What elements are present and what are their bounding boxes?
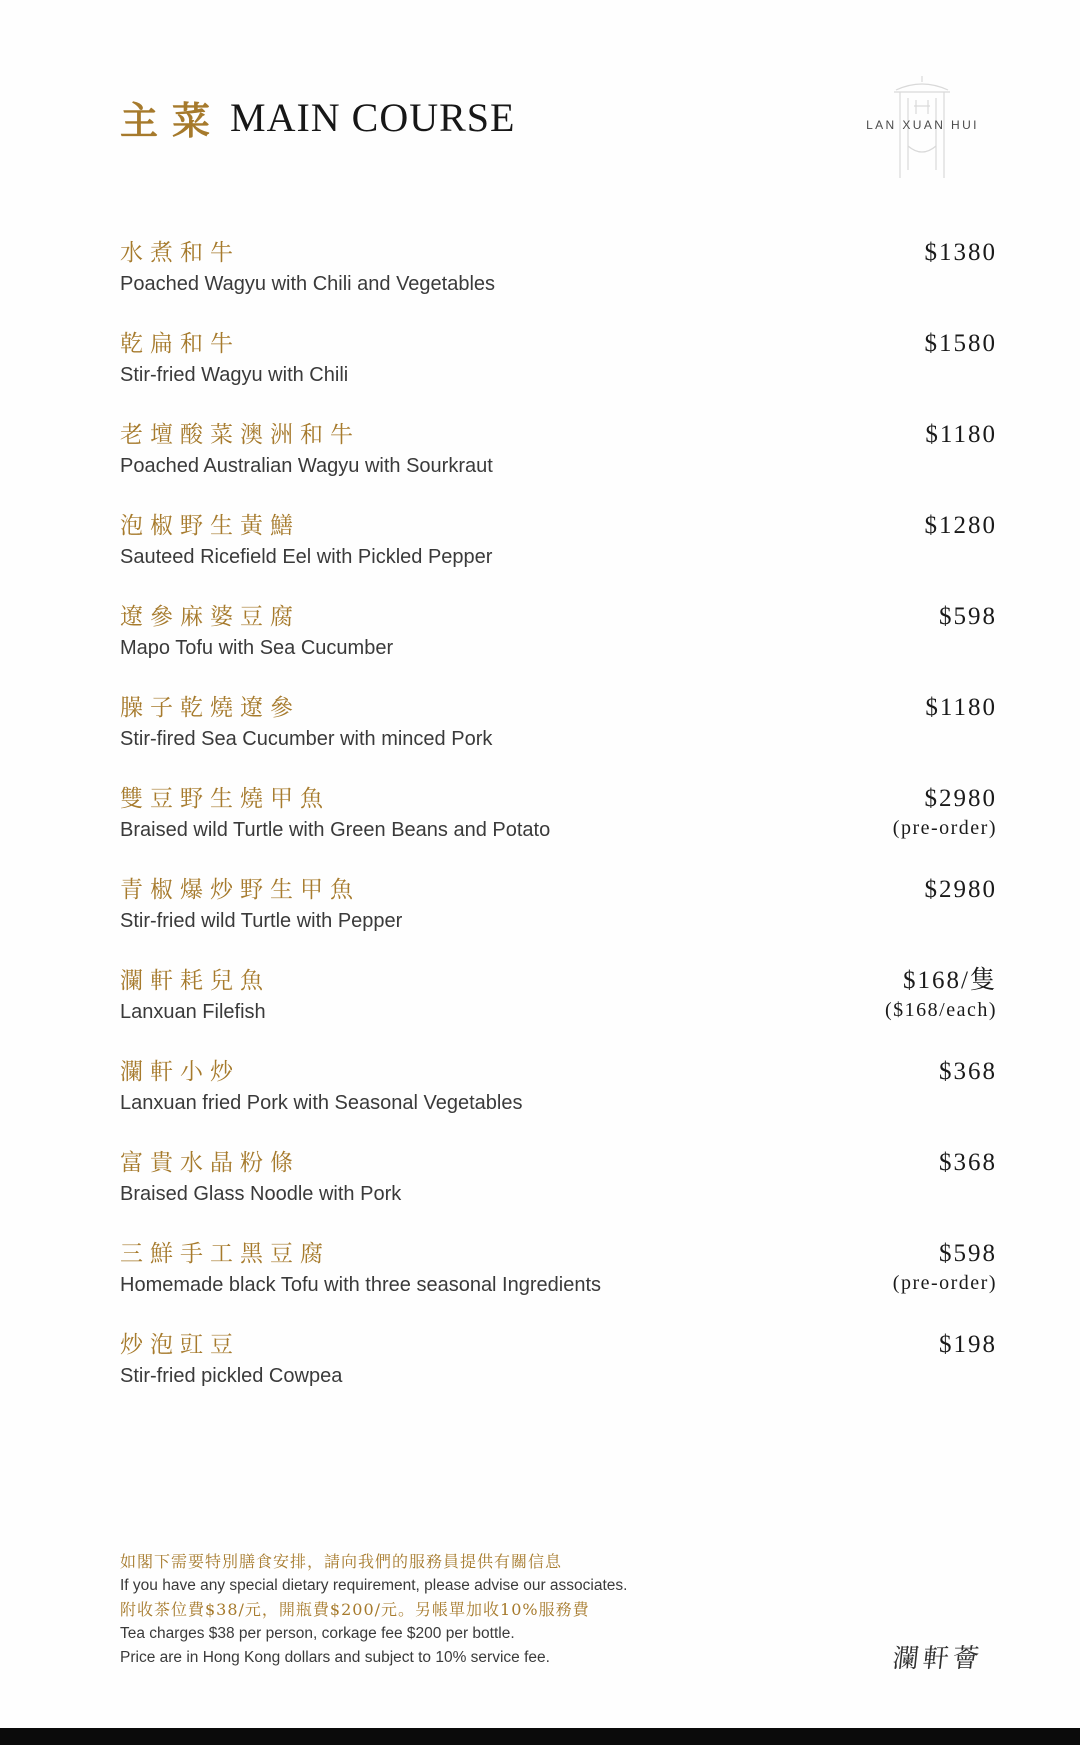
menu-item (120, 511, 997, 591)
dish-name-zh: 老壇酸菜澳洲和牛 (120, 422, 360, 448)
restaurant-logo (850, 72, 995, 182)
dish-name-en: Homemade black Tofu with three seasonal Ingredients (120, 1274, 602, 1296)
dish-name-en: Stir-fried Wagyu with Chili (120, 364, 349, 386)
dish-name-en: Stir-fired Sea Cucumber with minced Pork (120, 728, 493, 750)
menu-item (120, 420, 997, 500)
price-note: ($168/each) (884, 999, 997, 1021)
dish-name-zh: 富貴水晶粉條 (120, 1150, 300, 1176)
dish-price: $1180 (925, 694, 997, 721)
logo-text: LAN XUAN HUI (866, 118, 979, 132)
dish-name-zh: 遼參麻婆豆腐 (120, 604, 300, 630)
menu-item (120, 875, 997, 955)
menu-item (120, 693, 997, 773)
menu-item (120, 1330, 997, 1410)
dish-name-zh: 雙豆野生燒甲魚 (120, 786, 330, 812)
dish-name-zh: 瀾軒耗兒魚 (120, 968, 270, 994)
dish-price: $2980 (924, 785, 997, 812)
price-note-en: Price are in Hong Kong dollars and subject to 10% service fee. (120, 1649, 550, 1666)
price-note: (pre-order) (892, 817, 997, 839)
dietary-note-zh: 如閣下需要特別膳食安排，請向我們的服務員提供有關信息 (120, 1552, 563, 1571)
dish-name-en: Stir-fried pickled Cowpea (120, 1365, 343, 1387)
dish-name-zh: 乾扁和牛 (120, 331, 240, 357)
menu-item (120, 329, 997, 409)
dish-name-en: Braised wild Turtle with Green Beans and Potato (120, 819, 551, 841)
menu-item (120, 966, 997, 1046)
dish-name-en: Poached Wagyu with Chili and Vegetables (120, 273, 496, 295)
restaurant-signature: 瀾軒薈 (891, 1644, 985, 1674)
dish-price: $1580 (924, 330, 997, 357)
dish-price: $368 (939, 1149, 997, 1176)
dish-name-zh: 水煮和牛 (120, 240, 240, 266)
dish-name-zh: 炒泡豇豆 (120, 1332, 240, 1358)
dish-price: $598 (939, 1240, 997, 1267)
dish-name-en: Lanxuan Filefish (120, 1001, 266, 1023)
dish-price: $168/隻 (903, 967, 997, 994)
dish-price: $198 (939, 1331, 997, 1358)
page-title-zh: 主菜 (120, 97, 225, 143)
menu-item (120, 602, 997, 682)
dish-name-en: Mapo Tofu with Sea Cucumber (120, 637, 394, 659)
menu-item (120, 784, 997, 864)
footer-notes (120, 1550, 820, 1670)
dish-price: $1380 (924, 239, 997, 266)
dish-name-zh: 瀾軒小炒 (120, 1059, 240, 1085)
menu-item (120, 1057, 997, 1137)
dish-name-en: Braised Glass Noodle with Pork (120, 1183, 402, 1205)
dish-price: $598 (939, 603, 997, 630)
dish-price: $1280 (924, 512, 997, 539)
charges-note-zh: 附收茶位費$38/元，開瓶費$200/元。另帳單加收10%服務費 (120, 1600, 590, 1619)
dish-name-en: Stir-fried wild Turtle with Pepper (120, 910, 403, 932)
dish-name-zh: 青椒爆炒野生甲魚 (120, 877, 360, 903)
charges-note-en: Tea charges $38 per person, corkage fee $200 per bottle. (120, 1625, 515, 1642)
bottom-bar (0, 1728, 1080, 1745)
price-note: (pre-order) (892, 1272, 997, 1294)
menu-item (120, 1148, 997, 1228)
dish-name-zh: 臊子乾燒遼參 (120, 695, 300, 721)
dish-name-zh: 泡椒野生黃鱔 (120, 513, 300, 539)
dish-name-zh: 三鮮手工黑豆腐 (120, 1241, 330, 1267)
dish-price: $1180 (925, 421, 997, 448)
dish-price: $2980 (924, 876, 997, 903)
dietary-note-en: If you have any special dietary requirement, please advise our associates. (120, 1577, 628, 1594)
page-title-en: MAIN COURSE (230, 94, 516, 140)
menu-item (120, 1239, 997, 1319)
dish-price: $368 (939, 1058, 997, 1085)
dish-name-en: Sauteed Ricefield Eel with Pickled Pepper (120, 546, 493, 568)
page-header (120, 92, 516, 142)
dish-name-en: Lanxuan fried Pork with Seasonal Vegetables (120, 1092, 523, 1114)
dish-name-en: Poached Australian Wagyu with Sourkraut (120, 455, 493, 477)
menu-item (120, 238, 997, 318)
